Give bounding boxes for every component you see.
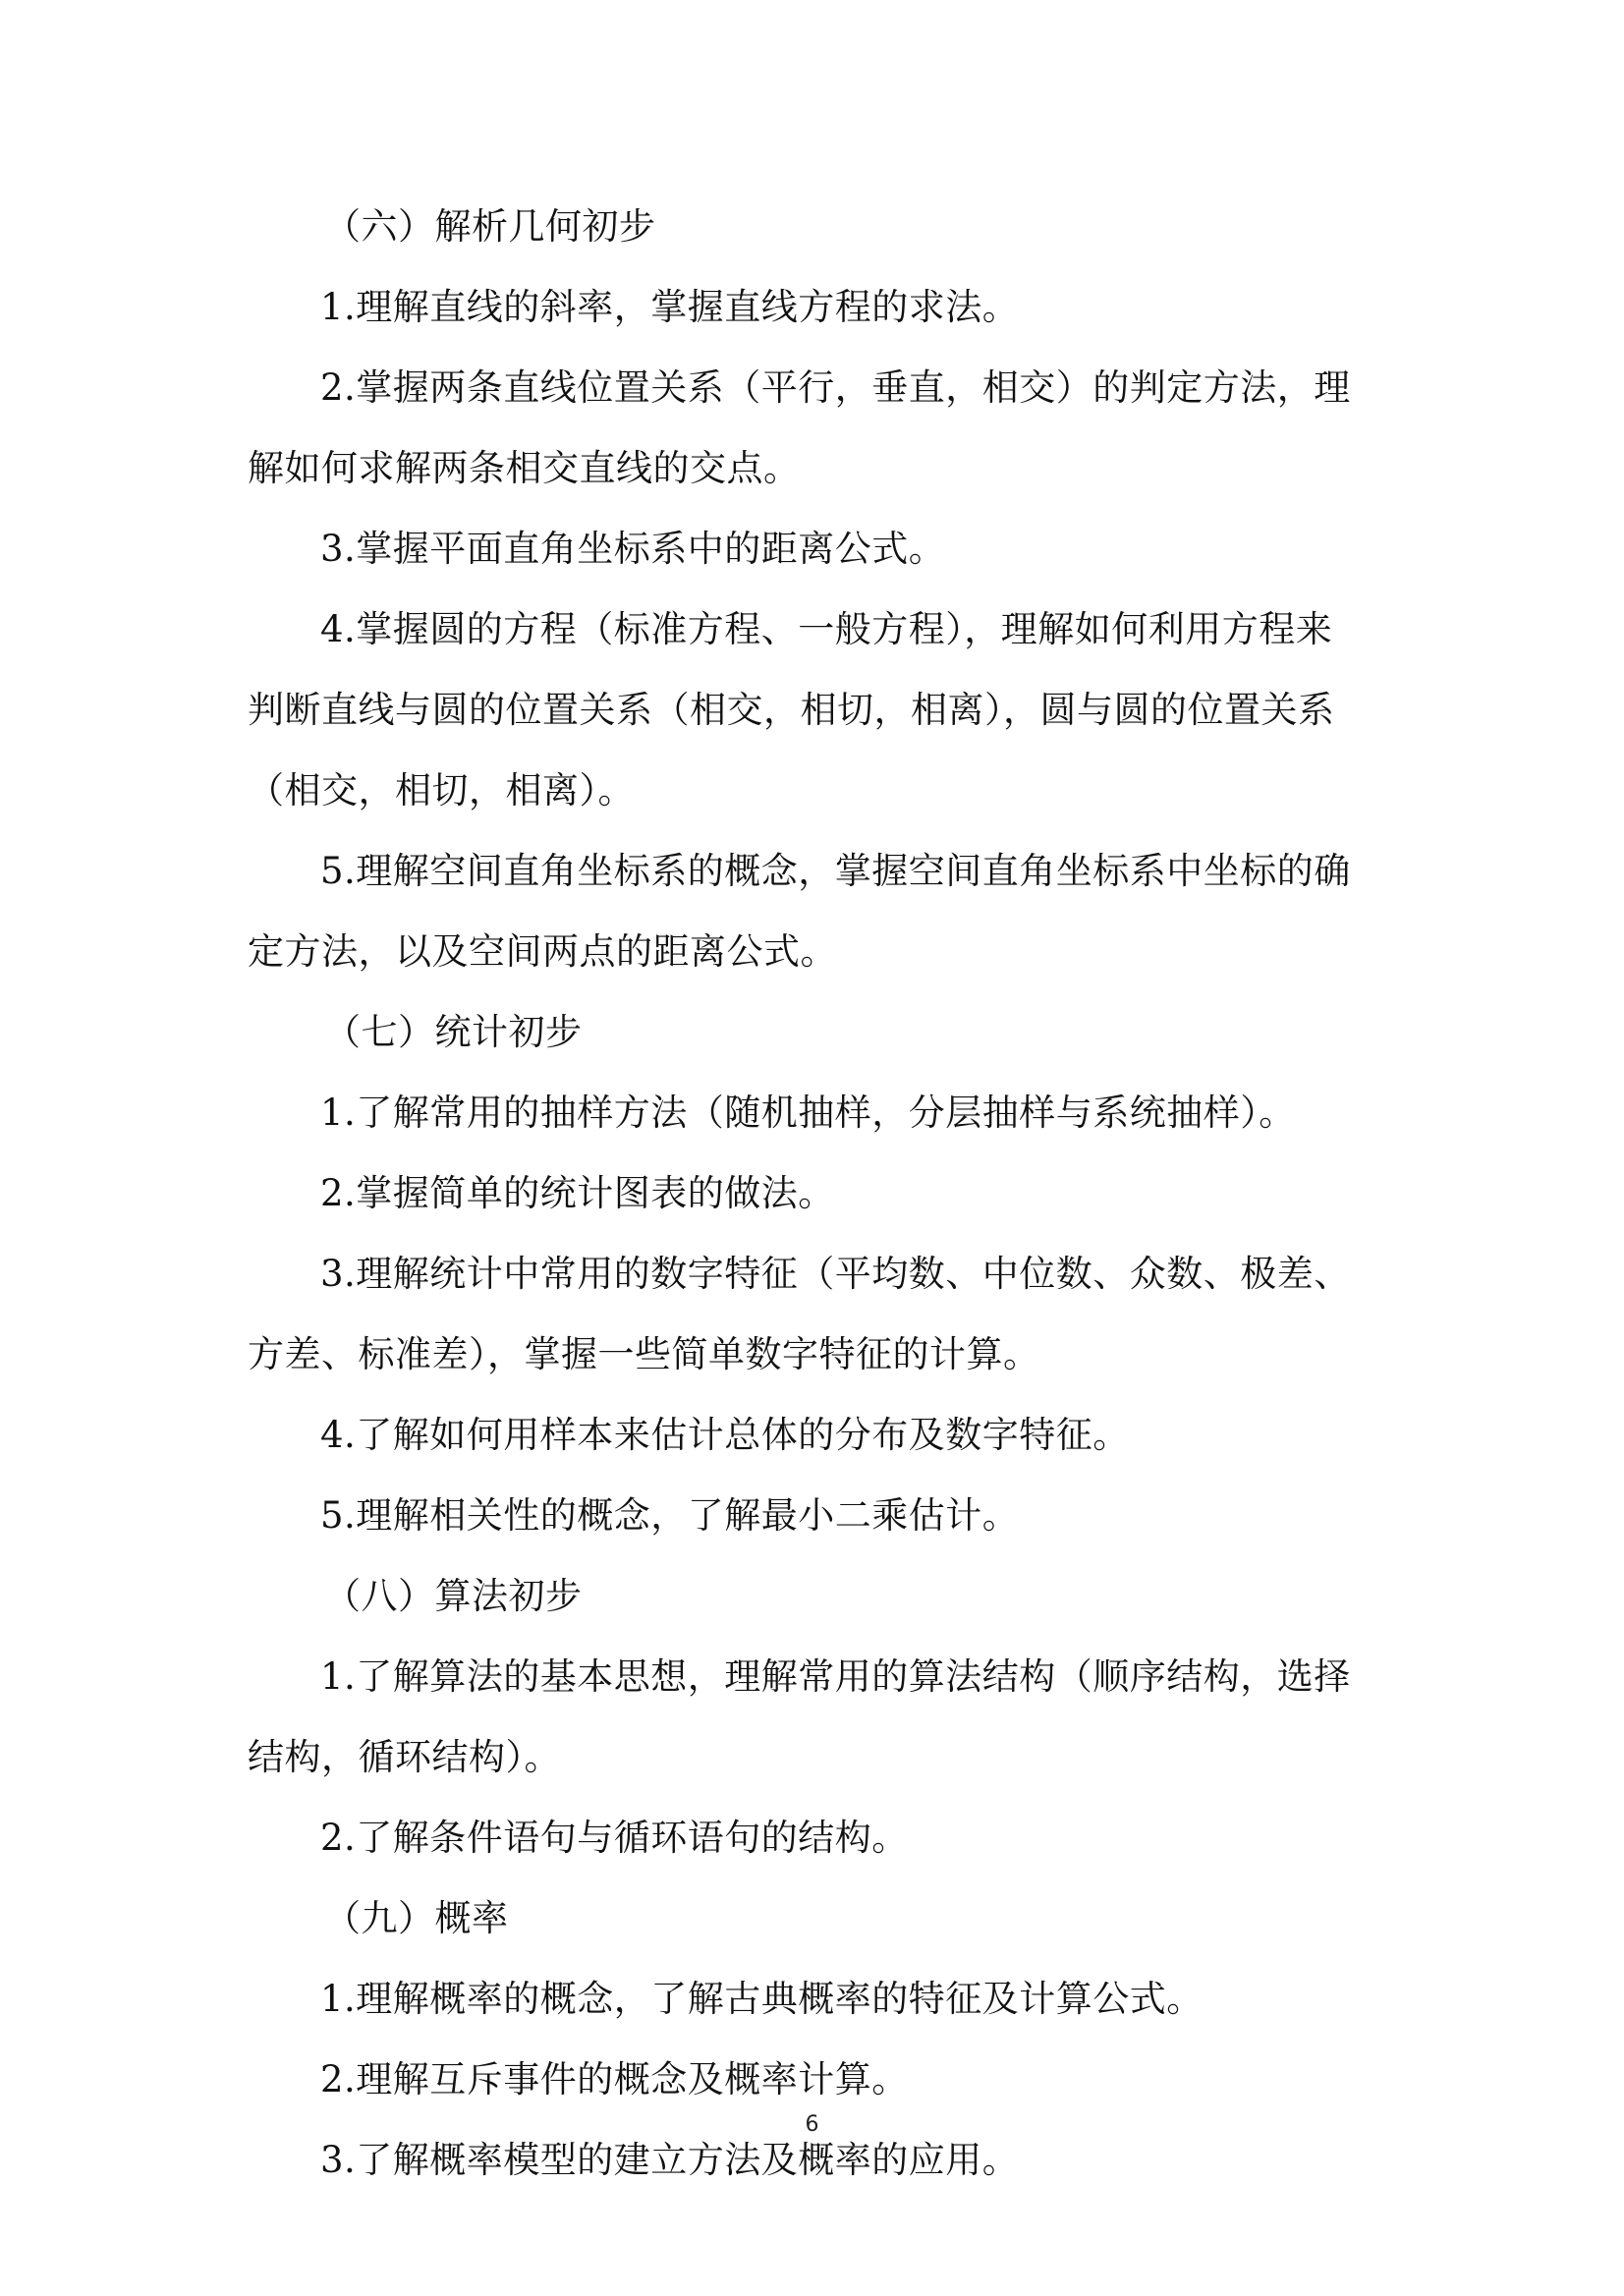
paragraph-line: 5.理解相关性的概念，了解最小二乘估计。 [320, 1494, 1020, 1537]
paragraph-line: 1.了解算法的基本思想，理解常用的算法结构（顺序结构，选择 [320, 1655, 1351, 1698]
paragraph-line: 3.了解概率模型的建立方法及概率的应用。 [320, 2139, 1020, 2181]
page-number: 6 [805, 2112, 819, 2137]
section-heading-analytic-geometry: （六）解析几何初步 [324, 205, 656, 248]
paragraph-line: 4.掌握圆的方程（标准方程、一般方程），理解如何利用方程来 [320, 608, 1333, 650]
section-heading-algorithms: （八）算法初步 [324, 1575, 583, 1617]
paragraph-line: 3.掌握平面直角坐标系中的距离公式。 [320, 528, 946, 570]
paragraph-line: 方差、标准差），掌握一些简单数字特征的计算。 [248, 1333, 1040, 1375]
paragraph-line: 2.了解条件语句与循环语句的结构。 [320, 1817, 909, 1859]
paragraph-line: 2.掌握两条直线位置关系（平行，垂直，相交）的判定方法，理 [320, 366, 1351, 409]
paragraph-line: 2.掌握简单的统计图表的做法。 [320, 1172, 835, 1214]
page-content [248, 187, 1387, 2201]
paragraph-line: 结构，循环结构）。 [248, 1736, 561, 1778]
paragraph-line: 4.了解如何用样本来估计总体的分布及数字特征。 [320, 1414, 1130, 1456]
paragraph-line: 3.理解统计中常用的数字特征（平均数、中位数、众数、极差、 [320, 1253, 1351, 1295]
paragraph-line: 5.理解空间直角坐标系的概念，掌握空间直角坐标系中坐标的确 [320, 850, 1351, 892]
paragraph-line: 2.理解互斥事件的概念及概率计算。 [320, 2058, 909, 2100]
paragraph-line: 1.了解常用的抽样方法（随机抽样，分层抽样与系统抽样）。 [320, 1092, 1296, 1134]
paragraph-line: 定方法，以及空间两点的距离公式。 [248, 930, 837, 973]
section-heading-statistics: （七）统计初步 [324, 1011, 583, 1053]
paragraph-line: 1.理解直线的斜率，掌握直线方程的求法。 [320, 286, 1020, 328]
paragraph-line: 解如何求解两条相交直线的交点。 [248, 447, 801, 489]
paragraph-line: 判断直线与圆的位置关系（相交，相切，相离），圆与圆的位置关系 [248, 689, 1335, 731]
section-heading-probability: （九）概率 [324, 1897, 509, 1939]
paragraph-line: （相交，相切，相离）。 [248, 769, 635, 812]
paragraph-line: 1.理解概率的概念，了解古典概率的特征及计算公式。 [320, 1978, 1204, 2020]
